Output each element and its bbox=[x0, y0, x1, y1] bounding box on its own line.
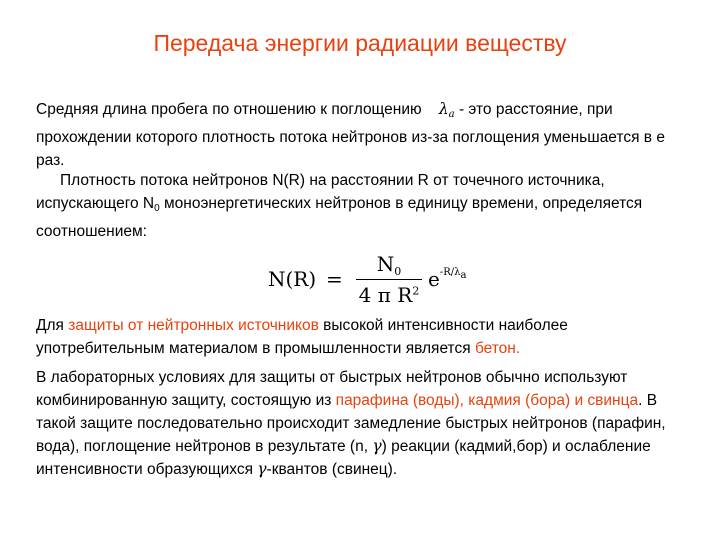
gamma-symbol-2: γ bbox=[257, 460, 267, 478]
flux-formula bbox=[268, 252, 508, 310]
lambda-symbol bbox=[439, 100, 455, 118]
fraction-bar bbox=[356, 279, 422, 280]
lambda-glyph: λ bbox=[438, 100, 449, 118]
paragraph-flux-density bbox=[36, 169, 696, 243]
numerator-symbol: N bbox=[376, 252, 395, 276]
p4-highlight-materials: парафина (воды), кадмия (бора) и свинца bbox=[335, 392, 639, 409]
lambda-subscript: a bbox=[448, 109, 455, 120]
p2-text-before: Плотность потока нейтронов N(R) на расстоянии R от точечного источника, испускающего N bbox=[36, 172, 605, 212]
p3-t1: Для bbox=[36, 317, 69, 334]
paragraph-concrete-shielding bbox=[36, 314, 696, 360]
p2-subscript: 0 bbox=[154, 203, 160, 214]
p3-t2: высокой интенсивности наиболее употребительным материалом в промышленности является bbox=[36, 317, 568, 357]
exp-power-subscript: a bbox=[460, 270, 467, 281]
p1-text-before: Средняя длина пробега по отношению к поглощению bbox=[36, 101, 422, 118]
p1-text-after: - это расстояние, при прохождении которого плотность потока нейтронов из-за поглощения уменьшается в е раз. bbox=[36, 101, 665, 169]
paragraph-mean-free-path bbox=[36, 98, 696, 172]
formula-numerator bbox=[358, 252, 420, 278]
denominator-text: 4 π R bbox=[358, 283, 413, 307]
denominator-exponent: 2 bbox=[412, 284, 420, 298]
paragraph-lab-shielding bbox=[36, 366, 696, 481]
p4-t3: ) реакции (кадмий,бор) и ослабление интенсивности образующихся bbox=[36, 438, 651, 478]
numerator-subscript: 0 bbox=[394, 265, 402, 278]
exp-power: -R/λ bbox=[439, 267, 461, 278]
p3-highlight-neutron-sources: защиты от нейтронных источников bbox=[68, 317, 319, 334]
p2-text-after: моноэнергетических нейтронов в единицу времени, определяется соотношением: bbox=[36, 195, 643, 240]
p4-t4: -квантов (свинец). bbox=[266, 461, 398, 478]
p4-t2: . В такой защите последовательно происходит замедление быстрых нейтронов (парафин, вода), поглощение нейтронов в результате (n, bbox=[36, 392, 666, 455]
formula-equals: = bbox=[326, 267, 343, 291]
p4-t1: В лабораторных условиях для защиты от быстрых нейтронов обычно используют комбинированную защиту, состоящую из bbox=[36, 369, 628, 409]
page-title: Передача энергии радиации веществу bbox=[153, 30, 567, 56]
formula-exponential bbox=[428, 267, 466, 291]
p3-highlight-concrete: бетон. bbox=[474, 340, 521, 357]
formula-lhs: N(R) bbox=[268, 267, 317, 291]
formula-denominator bbox=[352, 283, 426, 307]
gamma-symbol: γ bbox=[372, 437, 382, 455]
exp-base: e bbox=[428, 267, 440, 291]
